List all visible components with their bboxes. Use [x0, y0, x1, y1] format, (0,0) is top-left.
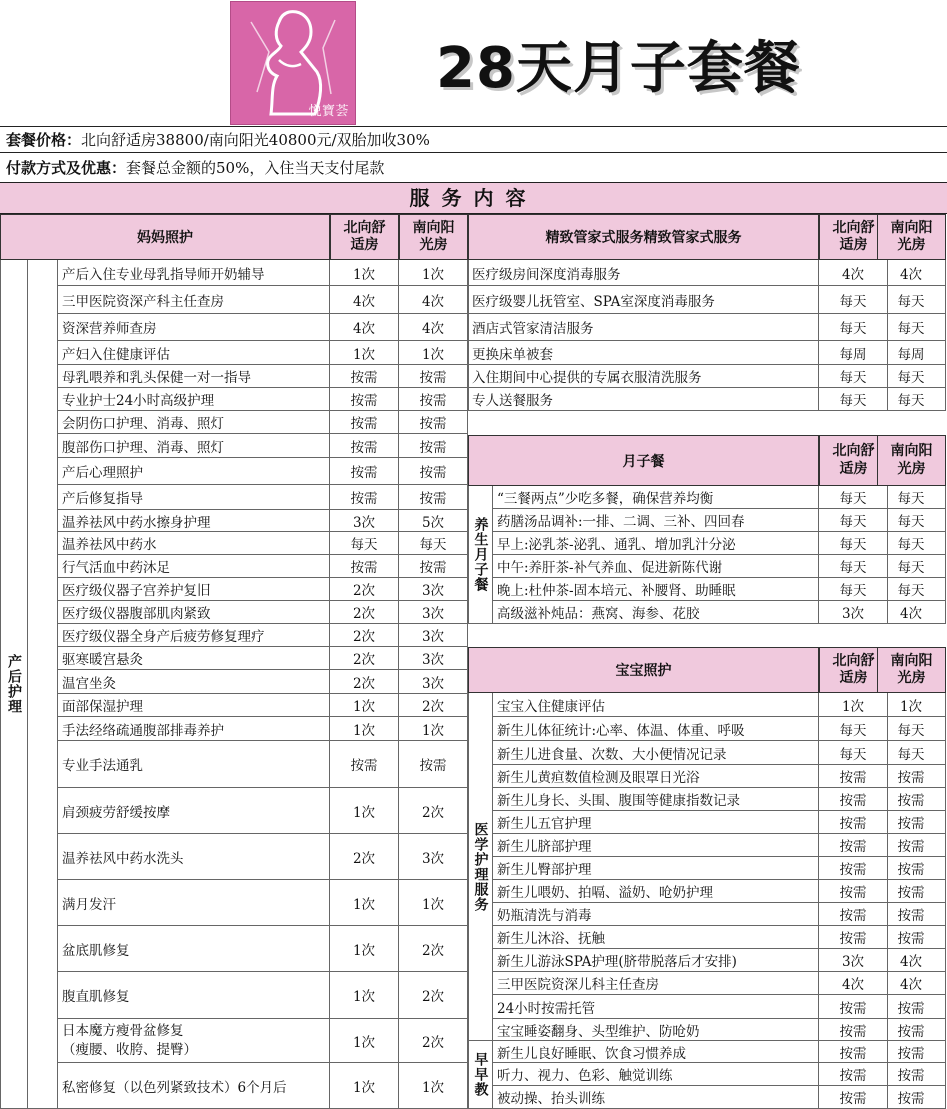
mom-care-item-north: 2次 [330, 670, 399, 694]
mom-care-item-south: 1次 [399, 880, 468, 926]
mom-care-item-name: 医疗级仪器腹部肌肉紧致 [58, 601, 330, 624]
butler-item-name: 入住期间中心提供的专属衣服清洗服务 [468, 365, 819, 388]
meal-item-name: 中午:养肝茶-补气养血、促进新陈代谢 [493, 555, 819, 578]
mom-care-item-south: 5次 [399, 510, 468, 532]
mom-care-header-north [330, 214, 399, 260]
baby-item-south: 每天 [877, 717, 946, 741]
baby-item-name: 新生儿体征统计:心率、体温、体重、呼吸 [493, 717, 819, 741]
baby-item-south: 按需 [877, 788, 946, 811]
meal-item-north: 每天 [819, 555, 888, 578]
mom-care-item-south: 每天 [399, 532, 468, 555]
meal-item-south: 每天 [877, 578, 946, 601]
postpartum-care-group-text: 产后护理 [6, 654, 22, 714]
meal-group-text: 养生月子餐 [472, 517, 489, 592]
mom-care-item-north: 2次 [330, 647, 399, 670]
mom-care-item-name: 资深营养师查房 [58, 314, 330, 341]
butler-item-name: 医疗级婴儿抚管室、SPA室深度消毒服务 [468, 286, 819, 314]
butler-item-north: 每天 [819, 388, 888, 411]
butler-item-name: 更换床单被套 [468, 341, 819, 365]
baby-item-name: 奶瓶清洗与消毒 [493, 903, 819, 926]
mom-care-item-north: 按需 [330, 388, 399, 411]
mom-care-item-north: 按需 [330, 741, 399, 788]
mom-care-item-name: 温宫坐灸 [58, 670, 330, 694]
mom-care-item-name: 日本魔方瘦骨盆修复 （瘦腰、收胯、提臀） [58, 1019, 330, 1063]
mom-care-item-south: 3次 [399, 601, 468, 624]
mom-care-item-south: 3次 [399, 578, 468, 601]
service-content-title: 服务内容 [0, 182, 947, 214]
butler-item-north: 每周 [819, 341, 888, 365]
mom-care-item-south: 1次 [399, 341, 468, 365]
mom-care-item-north: 1次 [330, 926, 399, 972]
mom-care-item-north: 1次 [330, 341, 399, 365]
baby-item-north: 按需 [819, 926, 888, 949]
baby-item-north: 按需 [819, 788, 888, 811]
butler-item-south: 每周 [877, 341, 946, 365]
medical-care-group-text: 医学护理服务 [472, 821, 489, 912]
meal-item-north: 每天 [819, 532, 888, 555]
baby-item-north: 按需 [819, 1041, 888, 1063]
mom-care-item-name: 温养祛风中药水 [58, 532, 330, 555]
brand-logo [230, 1, 356, 125]
baby-item-name: 新生儿游泳SPA护理(脐带脱落后才安排) [493, 949, 819, 972]
mom-care-spacer [28, 260, 58, 1109]
baby-header-south-label: 南向阳光房 [890, 652, 933, 686]
baby-item-south: 4次 [877, 972, 946, 995]
baby-item-name: 新生儿黄疸数值检测及眼罩日光浴 [493, 765, 819, 788]
meal-item-name: 高级滋补炖品：燕窝、海参、花胶 [493, 601, 819, 624]
baby-item-north: 3次 [819, 949, 888, 972]
early-education-group-text: 早早教 [472, 1052, 489, 1097]
mom-care-item-south: 1次 [399, 260, 468, 286]
baby-item-south: 按需 [877, 834, 946, 857]
baby-item-name: 宝宝睡姿翻身、头型维护、防呛奶 [493, 1019, 819, 1041]
baby-item-south: 按需 [877, 857, 946, 880]
baby-item-south: 4次 [877, 949, 946, 972]
meal-item-south: 每天 [877, 486, 946, 509]
mom-care-header-south-label: 南向阳光房 [412, 219, 455, 253]
butler-item-name: 医疗级房间深度消毒服务 [468, 260, 819, 286]
butler-item-north: 4次 [819, 260, 888, 286]
mom-care-item-name: 腹部伤口护理、消毒、照灯 [58, 434, 330, 458]
baby-item-name: 新生儿脐部护理 [493, 834, 819, 857]
mom-care-item-name: 温养祛风中药水洗头 [58, 834, 330, 880]
baby-item-name: 三甲医院资深儿科主任查房 [493, 972, 819, 995]
meal-item-name: 药膳汤品调补:一排、二调、三补、四回春 [493, 509, 819, 532]
mom-care-item-north: 1次 [330, 694, 399, 717]
meal-item-south: 每天 [877, 555, 946, 578]
mom-care-item-name: 温养祛风中药水擦身护理 [58, 510, 330, 532]
baby-item-name: 新生儿喂奶、拍嗝、溢奶、呛奶护理 [493, 880, 819, 903]
butler-item-name: 专人送餐服务 [468, 388, 819, 411]
mom-care-item-name: 面部保湿护理 [58, 694, 330, 717]
mom-care-item-south: 2次 [399, 926, 468, 972]
payment-label: 付款方式及优惠： [6, 159, 127, 177]
mom-care-item-name: 专业护士24小时高级护理 [58, 388, 330, 411]
baby-item-north: 4次 [819, 972, 888, 995]
baby-item-north: 按需 [819, 880, 888, 903]
mom-care-item-south: 1次 [399, 1063, 468, 1109]
mom-care-item-south: 4次 [399, 314, 468, 341]
mom-care-item-name: 行气活血中药沐足 [58, 555, 330, 578]
baby-item-south: 按需 [877, 903, 946, 926]
mom-care-item-south: 2次 [399, 788, 468, 834]
baby-item-name: 新生儿身长、头围、腹围等健康指数记录 [493, 788, 819, 811]
baby-item-name: 新生儿臀部护理 [493, 857, 819, 880]
butler-item-south: 每天 [877, 388, 946, 411]
mom-care-item-name: 母乳喂养和乳头保健一对一指导 [58, 365, 330, 388]
mom-care-item-name: 会阴伤口护理、消毒、照灯 [58, 411, 330, 434]
baby-item-north: 按需 [819, 1063, 888, 1086]
mom-care-item-name: 私密修复（以色列紧致技术）6个月后 [58, 1063, 330, 1109]
baby-item-south: 1次 [877, 693, 946, 717]
page-title: 28天月子套餐 [436, 36, 801, 101]
meal-header-south [877, 435, 946, 486]
baby-item-north: 每天 [819, 741, 888, 765]
baby-item-south: 每天 [877, 741, 946, 765]
mom-care-item-south: 1次 [399, 717, 468, 741]
early-education-group [468, 1041, 493, 1109]
baby-item-name: 听力、视力、色彩、触觉训练 [493, 1063, 819, 1086]
mom-care-item-north: 4次 [330, 314, 399, 341]
mom-care-item-south: 3次 [399, 670, 468, 694]
payment-row [0, 152, 947, 182]
mom-care-item-south: 按需 [399, 555, 468, 578]
mom-care-item-north: 按需 [330, 365, 399, 388]
butler-item-south: 每天 [877, 365, 946, 388]
mom-care-item-name: 驱寒暖宫悬灸 [58, 647, 330, 670]
mom-care-item-north: 1次 [330, 260, 399, 286]
mom-care-item-north: 按需 [330, 555, 399, 578]
butler-item-south: 每天 [877, 314, 946, 341]
mom-care-item-north: 1次 [330, 717, 399, 741]
mom-care-item-name: 腹直肌修复 [58, 972, 330, 1019]
mom-care-item-north: 2次 [330, 624, 399, 647]
baby-item-name: 新生儿沐浴、抚触 [493, 926, 819, 949]
mom-care-item-north: 1次 [330, 788, 399, 834]
postpartum-care-group [0, 260, 28, 1109]
mom-care-header-south [399, 214, 468, 260]
butler-item-name: 酒店式管家清洁服务 [468, 314, 819, 341]
mom-care-item-north: 按需 [330, 458, 399, 485]
payment-text: 套餐总金额的50%，入住当天支付尾款 [126, 159, 385, 177]
mom-care-item-name: 肩颈疲劳舒缓按摩 [58, 788, 330, 834]
baby-item-south: 按需 [877, 1086, 946, 1109]
baby-item-south: 按需 [877, 880, 946, 903]
mom-care-item-south: 2次 [399, 694, 468, 717]
baby-item-name: 24小时按需托管 [493, 995, 819, 1019]
meal-header-north-label: 北向舒适房 [832, 443, 875, 477]
baby-item-name: 被动操、抬头训练 [493, 1086, 819, 1109]
mom-care-item-south: 2次 [399, 972, 468, 1019]
price-label: 套餐价格： [6, 131, 82, 149]
mom-care-item-name: 产后入住专业母乳指导师开奶辅导 [58, 260, 330, 286]
butler-item-south: 每天 [877, 286, 946, 314]
price-row [0, 126, 947, 152]
butler-header-south [877, 214, 946, 260]
mom-care-item-south: 按需 [399, 458, 468, 485]
meal-item-south: 每天 [877, 532, 946, 555]
price-text: 北向舒适房38800/南向阳光40800元/双胎加收30% [81, 131, 430, 149]
mom-care-item-name: 专业手法通乳 [58, 741, 330, 788]
mom-care-item-south: 按需 [399, 365, 468, 388]
mom-care-item-north: 4次 [330, 286, 399, 314]
mom-care-item-name: 医疗级仪器子宫养护复旧 [58, 578, 330, 601]
baby-item-south: 按需 [877, 1019, 946, 1041]
medical-care-group [468, 693, 493, 1041]
mom-care-item-south: 4次 [399, 286, 468, 314]
butler-item-south: 4次 [877, 260, 946, 286]
meal-item-north: 3次 [819, 601, 888, 624]
mom-care-item-name: 产后修复指导 [58, 485, 330, 510]
mom-care-item-name: 医疗级仪器全身产后疲劳修复理疗 [58, 624, 330, 647]
mom-care-item-north: 按需 [330, 485, 399, 510]
butler-header: 精致管家式服务精致管家式服务 [468, 214, 819, 260]
mom-care-item-south: 3次 [399, 624, 468, 647]
baby-header-south [877, 647, 946, 693]
baby-header-north-label: 北向舒适房 [832, 652, 875, 686]
baby-item-north: 按需 [819, 995, 888, 1019]
mom-care-header-north-label: 北向舒适房 [343, 219, 386, 253]
mom-care-item-north: 2次 [330, 834, 399, 880]
baby-item-north: 按需 [819, 1019, 888, 1041]
baby-item-north: 按需 [819, 834, 888, 857]
mom-care-item-south: 按需 [399, 411, 468, 434]
meal-item-north: 每天 [819, 486, 888, 509]
meal-group [468, 486, 493, 624]
mom-care-item-north: 1次 [330, 1019, 399, 1063]
mom-care-item-north: 按需 [330, 411, 399, 434]
baby-item-north: 1次 [819, 693, 888, 717]
meal-item-north: 每天 [819, 578, 888, 601]
meal-header-south-label: 南向阳光房 [890, 443, 933, 477]
mom-care-item-north: 1次 [330, 972, 399, 1019]
baby-item-name: 宝宝入住健康评估 [493, 693, 819, 717]
baby-item-north: 按需 [819, 1086, 888, 1109]
mom-care-item-south: 3次 [399, 834, 468, 880]
baby-item-south: 按需 [877, 926, 946, 949]
mom-care-item-name: 三甲医院资深产科主任查房 [58, 286, 330, 314]
mom-care-item-north: 3次 [330, 510, 399, 532]
baby-item-name: 新生儿良好睡眠、饮食习惯养成 [493, 1041, 819, 1063]
logo-text: 悦寶荟 [308, 104, 349, 119]
meal-item-name: “三餐两点”少吃多餐，确保营养均衡 [493, 486, 819, 509]
meal-item-south: 每天 [877, 509, 946, 532]
butler-item-north: 每天 [819, 365, 888, 388]
butler-header-south-label: 南向阳光房 [890, 219, 933, 253]
mom-care-item-south: 2次 [399, 1019, 468, 1063]
baby-item-south: 按需 [877, 765, 946, 788]
mom-care-item-south: 按需 [399, 434, 468, 458]
baby-item-north: 按需 [819, 811, 888, 834]
baby-item-north: 按需 [819, 765, 888, 788]
mom-care-item-south: 3次 [399, 647, 468, 670]
mom-care-item-name: 产妇入住健康评估 [58, 341, 330, 365]
mom-care-item-name: 盆底肌修复 [58, 926, 330, 972]
meal-item-north: 每天 [819, 509, 888, 532]
butler-item-north: 每天 [819, 286, 888, 314]
butler-item-north: 每天 [819, 314, 888, 341]
mom-care-item-name: 满月发汗 [58, 880, 330, 926]
baby-item-north: 每天 [819, 717, 888, 741]
mom-care-item-north: 2次 [330, 578, 399, 601]
meal-header: 月子餐 [468, 435, 819, 486]
mom-care-item-north: 按需 [330, 434, 399, 458]
mom-care-item-south: 按需 [399, 741, 468, 788]
baby-item-south: 按需 [877, 811, 946, 834]
baby-header: 宝宝照护 [468, 647, 819, 693]
baby-item-name: 新生儿进食量、次数、大小便情况记录 [493, 741, 819, 765]
meal-item-name: 晚上:杜仲茶-固本培元、补腰肾、助睡眠 [493, 578, 819, 601]
baby-item-name: 新生儿五官护理 [493, 811, 819, 834]
baby-item-south: 按需 [877, 995, 946, 1019]
baby-item-north: 按需 [819, 857, 888, 880]
mom-care-header: 妈妈照护 [0, 214, 330, 260]
meal-item-south: 4次 [877, 601, 946, 624]
mom-care-item-north: 每天 [330, 532, 399, 555]
mom-care-item-south: 按需 [399, 388, 468, 411]
mom-care-item-north: 1次 [330, 1063, 399, 1109]
mom-care-item-name: 产后心理照护 [58, 458, 330, 485]
baby-item-north: 按需 [819, 903, 888, 926]
baby-item-south: 按需 [877, 1063, 946, 1086]
meal-item-name: 早上:泌乳茶-泌乳、通乳、增加乳汁分泌 [493, 532, 819, 555]
mom-care-item-north: 1次 [330, 880, 399, 926]
baby-item-south: 按需 [877, 1041, 946, 1063]
butler-header-north-label: 北向舒适房 [832, 219, 875, 253]
mom-care-item-south: 按需 [399, 485, 468, 510]
mom-care-item-north: 2次 [330, 601, 399, 624]
mom-care-item-name: 手法经络疏通腹部排毒养护 [58, 717, 330, 741]
page-header [0, 0, 947, 127]
